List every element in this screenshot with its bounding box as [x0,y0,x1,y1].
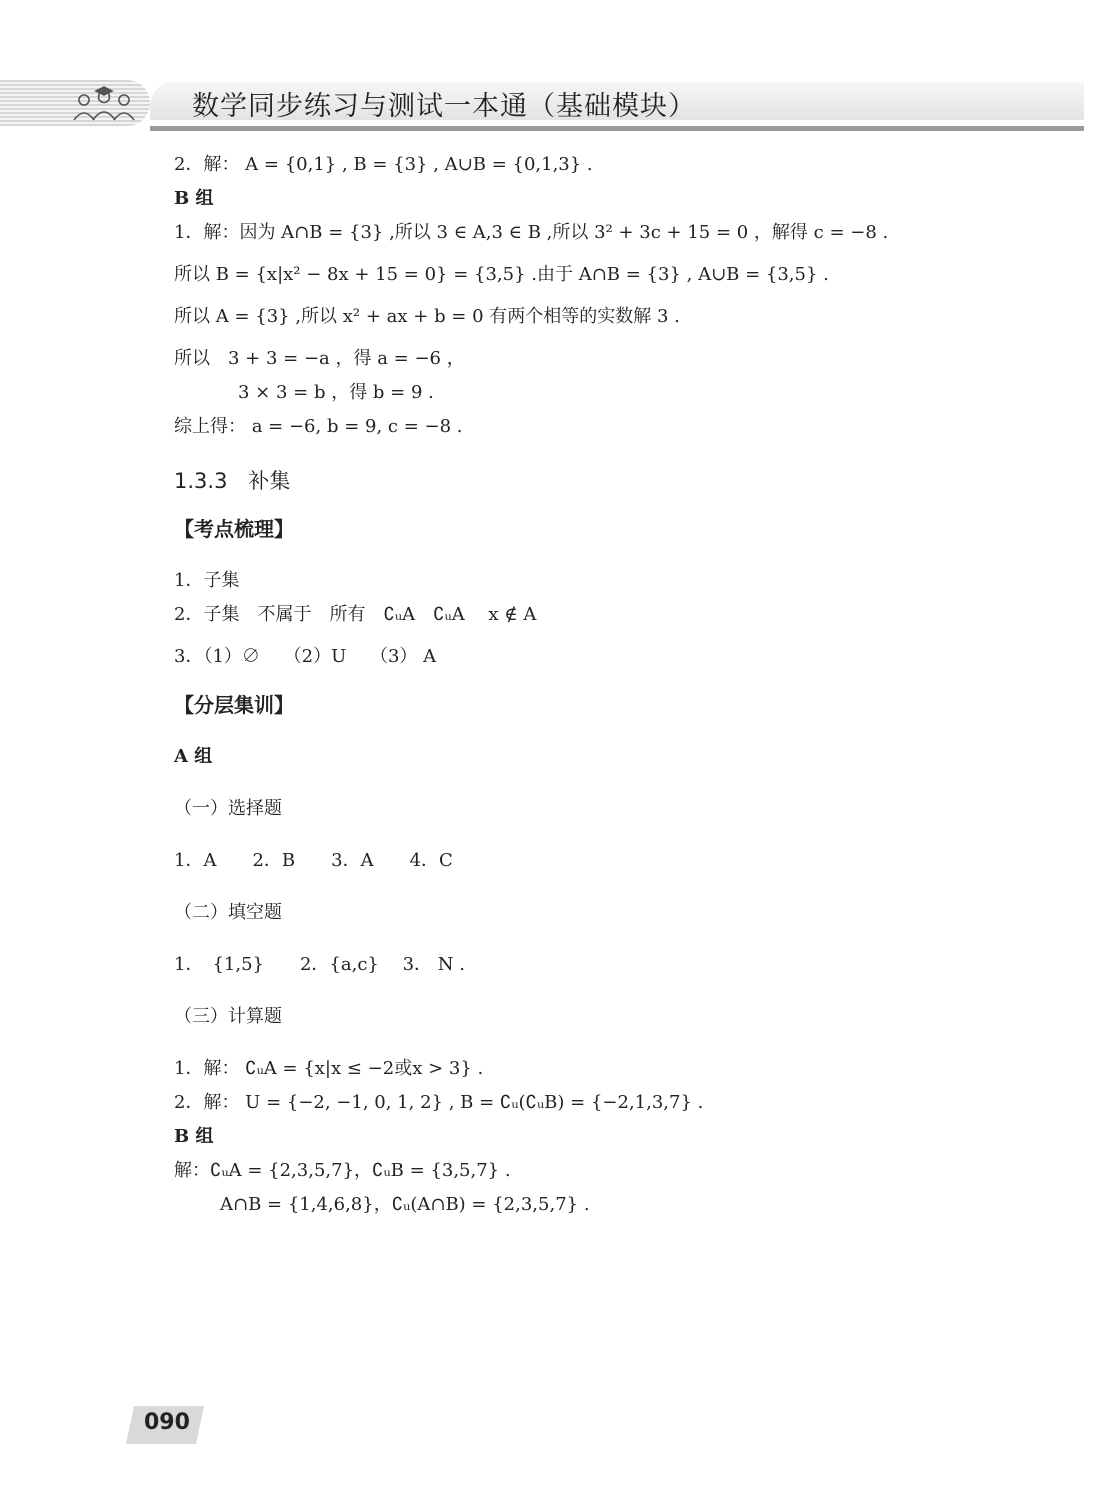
answer-line: 所以 3 + 3 = −a ，得 a = −6 ， [174,348,465,369]
question-type-heading: （三）计算题 [174,1006,282,1027]
header-rule [150,126,1084,131]
group-heading: A 组 [174,746,213,767]
answer-line: 1．解： ∁ᵤA = {x|x ≤ −2或x > 3} . [174,1058,484,1079]
answer-line: 1． {1,5} 2．{a,c} 3． N . [174,954,465,975]
page-header [0,74,1084,132]
answer-line: 2．解： U = {−2, −1, 0, 1, 2} , B = ∁ᵤ(∁ᵤB) = {−2,1,3,7} . [174,1092,704,1113]
section-title: 1.3.3 补集 [174,469,291,493]
group-heading: B 组 [174,1126,214,1147]
answer-line: 所以 A = {3} ,所以 x² + ax + b = 0 有两个相等的实数解 3 . [174,306,680,327]
answer-line: 1．子集 [174,570,240,591]
book-title: 数学同步练习与测试一本通（基础模块） [192,91,696,122]
answer-line: 3．（1）∅ （2）U （3） A [174,646,437,667]
question-type-heading: （一）选择题 [174,798,282,819]
answer-line: A∩B = {1,4,6,8}，∁ᵤ(A∩B) = {2,3,5,7} . [220,1194,590,1215]
answer-line: 解：∁ᵤA = {2,3,5,7}，∁ᵤB = {3,5,7} . [174,1160,511,1181]
graduates-icon [70,86,138,122]
question-type-heading: （二）填空题 [174,902,282,923]
group-heading: B 组 [174,188,214,209]
page-number: 090 [144,1410,190,1435]
subsection-heading: 【考点梳理】 [174,517,294,541]
subsection-heading: 【分层集训】 [174,693,294,717]
answer-line: 3 × 3 = b ，得 b = 9 . [238,382,434,403]
answer-line: 所以 B = {x|x² − 8x + 15 = 0} = {3,5} .由于 A∩B = {3} , A∪B = {3,5} . [174,264,829,285]
answer-line: 2．解： A = {0,1} , B = {3} , A∪B = {0,1,3} . [174,154,593,175]
answer-line: 2．子集 不属于 所有 ∁ᵤA ∁ᵤA x ∉ A [174,604,537,625]
answer-content [174,148,1034,1222]
answer-line: 综上得： a = −6, b = 9, c = −8 . [174,416,463,437]
answer-line: 1．解：因为 A∩B = {3} ,所以 3 ∈ A,3 ∈ B ,所以 3² + 3c + 15 = 0 ，解得 c = −8 . [174,222,889,243]
answer-line: 1．A 2．B 3．A 4．C [174,850,453,871]
